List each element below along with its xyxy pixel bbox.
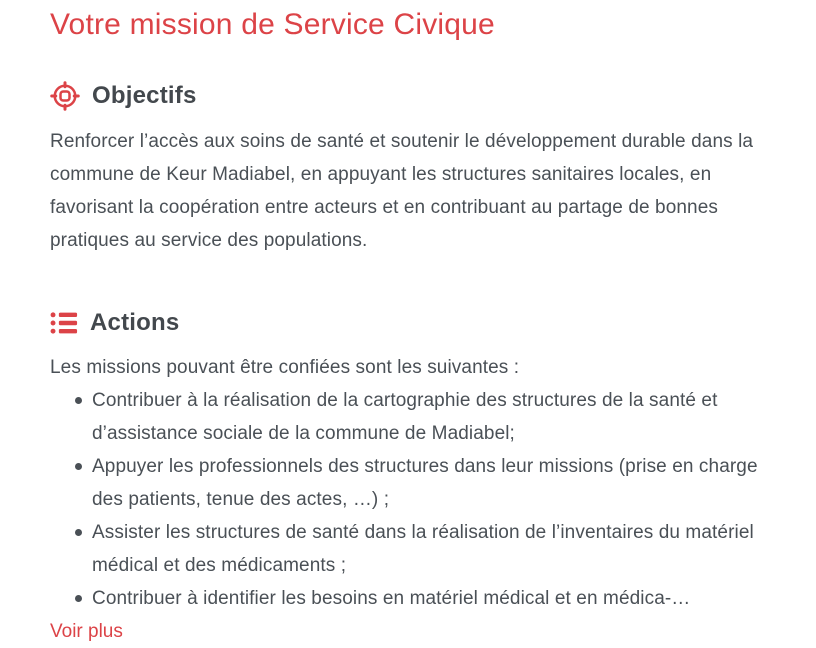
objectifs-text: Renforcer l’accès aux soins de santé et soutenir le développement durable dans la commune de Keur Madiabel, en appuyant les structures sanitaires locales, en favorisant la coopération entre acteurs et en contribuant au partage de bonnes pratiques au service des populations. xyxy=(50,131,754,251)
list-item: Contribuer à la réalisation de la cartographie des structures de la santé et d’assistance sociale de la commune de Madiabel; xyxy=(92,384,780,450)
actions-list xyxy=(50,384,780,615)
objectifs-heading-row xyxy=(50,80,780,112)
actions-section xyxy=(50,307,780,648)
objectifs-section xyxy=(50,80,780,257)
see-more-link[interactable]: Voir plus xyxy=(50,621,123,642)
actions-heading: Actions xyxy=(90,309,180,336)
actions-heading-row xyxy=(50,307,780,339)
target-lifebuoy-icon xyxy=(50,81,80,111)
list-item: Contribuer à identifier les besoins en matériel médical et en médica-… xyxy=(92,582,780,615)
objectifs-heading: Objectifs xyxy=(92,82,197,109)
bulleted-list-icon xyxy=(50,309,78,337)
list-item: Assister les structures de santé dans la réalisation de l’inventaires du matériel médical et des médicaments ; xyxy=(92,516,780,582)
list-item: Appuyer les professionnels des structures dans leur missions (prise en charge des patients, tenue des actes, …) ; xyxy=(92,450,780,516)
actions-intro: Les missions pouvant être confiées sont les suivantes : xyxy=(50,357,520,378)
page-title: Votre mission de Service Civique xyxy=(50,8,495,41)
